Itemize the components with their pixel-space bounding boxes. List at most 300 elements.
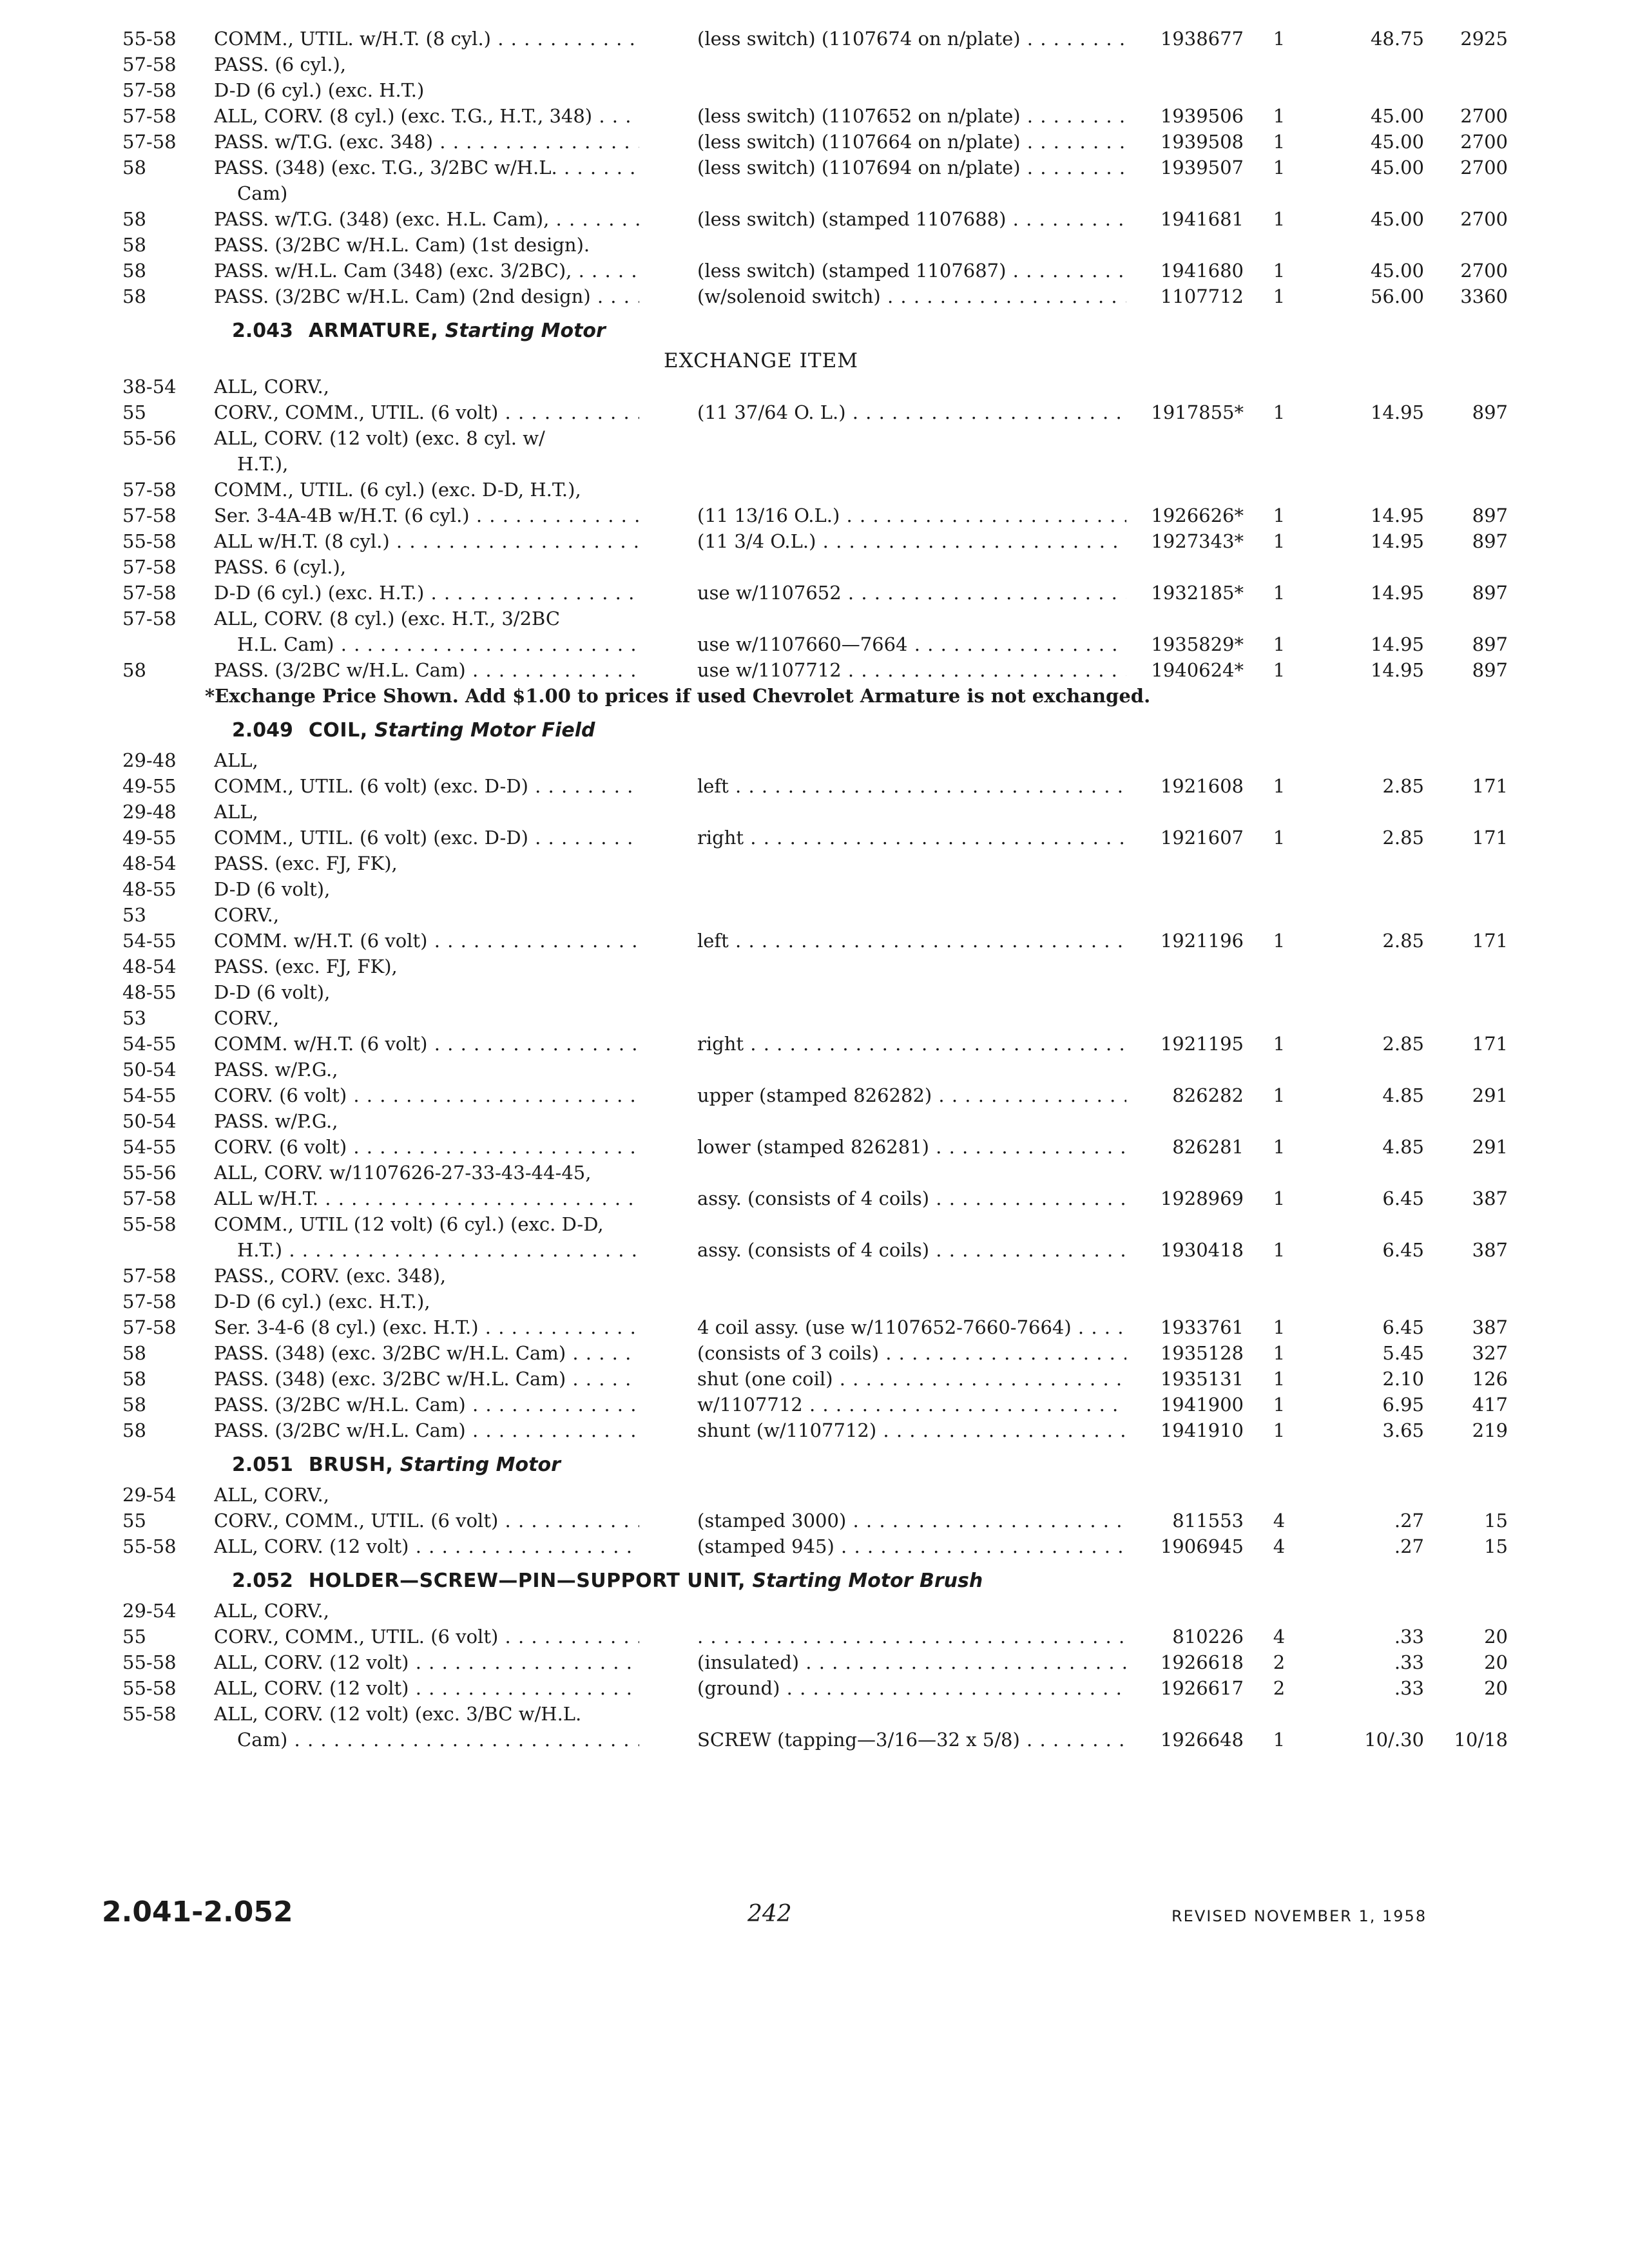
part-number: 1938677 bbox=[1160, 28, 1244, 50]
page-number: 242 bbox=[747, 1901, 792, 1927]
table-row bbox=[0, 451, 1629, 477]
section-heading bbox=[232, 1568, 983, 1594]
part-number: 1921607 bbox=[1160, 827, 1244, 849]
year-range: 29-54 bbox=[122, 1484, 177, 1506]
description: lower (stamped 826281) . . . bbox=[697, 1134, 1126, 1160]
year-range: 57-58 bbox=[122, 1265, 177, 1287]
year-range: 55-56 bbox=[122, 1162, 177, 1184]
application: ALL, CORV., bbox=[214, 1600, 329, 1622]
application: PASS. w/P.G., bbox=[214, 1059, 338, 1081]
year-range: 50-54 bbox=[122, 1059, 177, 1081]
part-number: 1926617 bbox=[1160, 1677, 1244, 1699]
list-code: 2700 bbox=[1460, 157, 1508, 178]
price: 6.45 bbox=[1382, 1187, 1424, 1209]
table-row bbox=[0, 773, 1629, 799]
price: 2.85 bbox=[1382, 827, 1424, 849]
year-range: 55-58 bbox=[122, 28, 177, 50]
year-range: 29-48 bbox=[122, 749, 177, 771]
list-code: 897 bbox=[1472, 530, 1508, 552]
application: ALL w/H.T. (8 cyl.) . . . bbox=[214, 528, 639, 554]
list-code: 15 bbox=[1484, 1535, 1508, 1557]
part-number: 1930418 bbox=[1160, 1239, 1244, 1261]
price: .33 bbox=[1394, 1677, 1424, 1699]
year-range: 57-58 bbox=[122, 1291, 177, 1312]
application: D-D (6 volt), bbox=[214, 981, 331, 1003]
table-row bbox=[0, 180, 1629, 206]
section-number: 2.049 bbox=[232, 719, 293, 742]
application: H.L. Cam) . . . bbox=[237, 631, 639, 657]
quantity: 1 bbox=[1273, 28, 1286, 50]
price: 6.45 bbox=[1382, 1239, 1424, 1261]
table-row bbox=[0, 954, 1629, 979]
price: 14.95 bbox=[1370, 401, 1424, 423]
application: ALL, bbox=[214, 749, 258, 771]
year-range: 54-55 bbox=[122, 1136, 177, 1158]
part-number: 1906945 bbox=[1160, 1535, 1244, 1557]
year-range: 57-58 bbox=[122, 1187, 177, 1209]
part-number: 826282 bbox=[1172, 1084, 1244, 1106]
year-range: 57-58 bbox=[122, 556, 177, 578]
quantity: 1 bbox=[1273, 1342, 1286, 1364]
application: PASS. (3/2BC w/H.L. Cam) (1st design). bbox=[214, 234, 590, 256]
application: CORV., COMM., UTIL. (6 volt) . . . bbox=[214, 399, 639, 425]
table-row bbox=[0, 799, 1629, 825]
price: 4.85 bbox=[1382, 1084, 1424, 1106]
application: PASS. (348) (exc. T.G., 3/2BC w/H.L. . . . bbox=[214, 155, 639, 180]
price: .27 bbox=[1394, 1535, 1424, 1557]
table-row bbox=[0, 1418, 1629, 1443]
application: ALL, CORV. (8 cyl.) (exc. T.G., H.T., 348) . . . bbox=[214, 103, 639, 129]
application: COMM. w/H.T. (6 volt) . . . bbox=[214, 1031, 639, 1057]
table-row bbox=[0, 825, 1629, 850]
section-subtitle: Starting Motor Brush bbox=[752, 1570, 983, 1592]
year-range: 58 bbox=[122, 1368, 146, 1390]
application: PASS. (6 cyl.), bbox=[214, 53, 347, 75]
section-heading bbox=[232, 718, 595, 744]
application: ALL, CORV. (12 volt) . . . bbox=[214, 1675, 639, 1701]
section-name: COIL, bbox=[308, 719, 368, 742]
quantity: 1 bbox=[1273, 633, 1286, 655]
table-row bbox=[0, 503, 1629, 528]
list-code: 171 bbox=[1472, 775, 1508, 797]
table-row bbox=[0, 1186, 1629, 1211]
price: .33 bbox=[1394, 1626, 1424, 1648]
table-row bbox=[0, 850, 1629, 876]
description bbox=[697, 1624, 1126, 1649]
table-row bbox=[0, 1701, 1629, 1727]
application: COMM. w/H.T. (6 volt) . . . bbox=[214, 928, 639, 954]
list-code: 291 bbox=[1472, 1136, 1508, 1158]
year-range: 55-58 bbox=[122, 1535, 177, 1557]
table-row bbox=[0, 1340, 1629, 1366]
year-range: 38-54 bbox=[122, 376, 177, 398]
list-code: 897 bbox=[1472, 582, 1508, 604]
price: 14.95 bbox=[1370, 659, 1424, 681]
section-number: 2.051 bbox=[232, 1454, 293, 1476]
application: CORV., bbox=[214, 904, 280, 926]
part-number: 1921195 bbox=[1160, 1033, 1244, 1055]
table-row bbox=[0, 129, 1629, 155]
section-name: HOLDER—SCREW—PIN—SUPPORT UNIT, bbox=[308, 1570, 746, 1592]
price: 45.00 bbox=[1370, 260, 1424, 282]
table-row bbox=[0, 1392, 1629, 1418]
price: 56.00 bbox=[1370, 285, 1424, 307]
description: use w/1107712 . . . bbox=[697, 657, 1126, 683]
price: 6.95 bbox=[1382, 1394, 1424, 1416]
year-range: 54-55 bbox=[122, 1033, 177, 1055]
application: ALL, CORV. (12 volt) . . . bbox=[214, 1533, 639, 1559]
part-number: 1933761 bbox=[1160, 1316, 1244, 1338]
list-code: 2925 bbox=[1460, 28, 1508, 50]
table-row bbox=[0, 1727, 1629, 1753]
year-range: 55 bbox=[122, 401, 146, 423]
description: (11 3/4 O.L.) . . . bbox=[697, 528, 1126, 554]
year-range: 58 bbox=[122, 1394, 146, 1416]
application: CORV., COMM., UTIL. (6 volt) . . . bbox=[214, 1624, 639, 1649]
year-range: 53 bbox=[122, 904, 146, 926]
list-code: 10/18 bbox=[1454, 1729, 1508, 1751]
description: (less switch) (1107664 on n/plate) . . . bbox=[697, 129, 1126, 155]
table-row bbox=[0, 258, 1629, 284]
price: 2.85 bbox=[1382, 1033, 1424, 1055]
list-code: 171 bbox=[1472, 930, 1508, 952]
application: Cam) bbox=[237, 182, 288, 204]
year-range: 29-54 bbox=[122, 1600, 177, 1622]
year-range: 55-58 bbox=[122, 1703, 177, 1725]
application: COMM., UTIL. w/H.T. (8 cyl.) . . . bbox=[214, 26, 639, 52]
description: (stamped 945) . . . bbox=[697, 1533, 1126, 1559]
part-number: 1932185* bbox=[1151, 582, 1244, 604]
quantity: 1 bbox=[1273, 1316, 1286, 1338]
year-range: 48-55 bbox=[122, 981, 177, 1003]
application: Cam) . . . bbox=[237, 1727, 639, 1753]
year-range: 55-58 bbox=[122, 1651, 177, 1673]
application: PASS. w/H.L. Cam (348) (exc. 3/2BC), . . . bbox=[214, 258, 639, 284]
description: assy. (consists of 4 coils) . . . bbox=[697, 1237, 1126, 1263]
quantity: 1 bbox=[1273, 157, 1286, 178]
year-range: 58 bbox=[122, 157, 146, 178]
part-number: 1926626* bbox=[1151, 505, 1244, 526]
application: Ser. 3-4A-4B w/H.T. (6 cyl.) . . . bbox=[214, 503, 639, 528]
quantity: 1 bbox=[1273, 1368, 1286, 1390]
application: ALL, CORV. w/1107626-27-33-43-44-45, bbox=[214, 1162, 592, 1184]
list-code: 219 bbox=[1472, 1419, 1508, 1441]
list-code: 20 bbox=[1484, 1626, 1508, 1648]
table-row bbox=[0, 979, 1629, 1005]
table-row bbox=[0, 1533, 1629, 1559]
quantity: 1 bbox=[1273, 1084, 1286, 1106]
year-range: 53 bbox=[122, 1007, 146, 1029]
application: D-D (6 cyl.) (exc. H.T.) bbox=[214, 79, 425, 101]
table-row bbox=[0, 1598, 1629, 1624]
application: COMM., UTIL (12 volt) (6 cyl.) (exc. D-D, bbox=[214, 1213, 604, 1235]
quantity: 1 bbox=[1273, 105, 1286, 127]
table-row bbox=[0, 284, 1629, 309]
table-row bbox=[0, 1134, 1629, 1160]
application: Ser. 3-4-6 (8 cyl.) (exc. H.T.) . . . bbox=[214, 1314, 639, 1340]
year-range: 55-58 bbox=[122, 530, 177, 552]
price: .27 bbox=[1394, 1510, 1424, 1532]
description: w/1107712 . . . bbox=[697, 1392, 1126, 1418]
list-code: 171 bbox=[1472, 827, 1508, 849]
quantity: 1 bbox=[1273, 1419, 1286, 1441]
table-row bbox=[0, 399, 1629, 425]
part-number: 1939507 bbox=[1160, 157, 1244, 178]
list-code: 126 bbox=[1472, 1368, 1508, 1390]
table-row bbox=[0, 1160, 1629, 1186]
quantity: 1 bbox=[1273, 1136, 1286, 1158]
year-range: 55 bbox=[122, 1626, 146, 1648]
year-range: 58 bbox=[122, 1342, 146, 1364]
part-number: 811553 bbox=[1172, 1510, 1244, 1532]
application: H.T.), bbox=[237, 453, 289, 475]
price: 6.45 bbox=[1382, 1316, 1424, 1338]
price: 45.00 bbox=[1370, 131, 1424, 153]
year-range: 57-58 bbox=[122, 608, 177, 629]
year-range: 57-58 bbox=[122, 582, 177, 604]
part-number: 1940624* bbox=[1151, 659, 1244, 681]
application: PASS., CORV. (exc. 348), bbox=[214, 1265, 447, 1287]
price: 4.85 bbox=[1382, 1136, 1424, 1158]
table-row bbox=[0, 1108, 1629, 1134]
revision-date: REVISED NOVEMBER 1, 1958 bbox=[1171, 1907, 1427, 1925]
year-range: 57-58 bbox=[122, 105, 177, 127]
table-row bbox=[0, 1263, 1629, 1289]
list-code: 2700 bbox=[1460, 260, 1508, 282]
list-code: 2700 bbox=[1460, 131, 1508, 153]
description: SCREW (tapping—3/16—32 x 5/8) . . . bbox=[697, 1727, 1126, 1753]
year-range: 29-48 bbox=[122, 801, 177, 823]
table-row bbox=[0, 26, 1629, 52]
list-code: 15 bbox=[1484, 1510, 1508, 1532]
description: assy. (consists of 4 coils) . . . bbox=[697, 1186, 1126, 1211]
table-row bbox=[0, 1366, 1629, 1392]
quantity: 1 bbox=[1273, 1239, 1286, 1261]
application: ALL, CORV. (12 volt) (exc. 8 cyl. w/ bbox=[214, 427, 545, 449]
quantity: 2 bbox=[1273, 1651, 1286, 1673]
section-range: 2.041-2.052 bbox=[102, 1896, 293, 1928]
list-code: 2700 bbox=[1460, 105, 1508, 127]
price: 45.00 bbox=[1370, 208, 1424, 230]
table-row bbox=[0, 928, 1629, 954]
year-range: 50-54 bbox=[122, 1110, 177, 1132]
year-range: 55-58 bbox=[122, 1213, 177, 1235]
year-range: 48-54 bbox=[122, 852, 177, 874]
part-number: 1917855* bbox=[1151, 401, 1244, 423]
part-number: 1921608 bbox=[1160, 775, 1244, 797]
year-range: 58 bbox=[122, 1419, 146, 1441]
price: 14.95 bbox=[1370, 505, 1424, 526]
quantity: 1 bbox=[1273, 131, 1286, 153]
application: PASS. (3/2BC w/H.L. Cam) (2nd design) . . . bbox=[214, 284, 639, 309]
table-row bbox=[0, 876, 1629, 902]
table-row bbox=[0, 580, 1629, 606]
part-number: 1941680 bbox=[1160, 260, 1244, 282]
description: (w/solenoid switch) . . . bbox=[697, 284, 1126, 309]
list-code: 20 bbox=[1484, 1651, 1508, 1673]
description: (less switch) (1107694 on n/plate) . . . bbox=[697, 155, 1126, 180]
application: H.T.) . . . bbox=[237, 1237, 639, 1263]
table-row bbox=[0, 1237, 1629, 1263]
description: (less switch) (stamped 1107688) . . . bbox=[697, 206, 1126, 232]
year-range: 48-54 bbox=[122, 956, 177, 977]
quantity: 1 bbox=[1273, 401, 1286, 423]
year-range: 58 bbox=[122, 260, 146, 282]
part-number: 810226 bbox=[1172, 1626, 1244, 1648]
quantity: 2 bbox=[1273, 1677, 1286, 1699]
table-row bbox=[0, 1649, 1629, 1675]
table-row bbox=[0, 1508, 1629, 1533]
list-code: 2700 bbox=[1460, 208, 1508, 230]
price: 45.00 bbox=[1370, 157, 1424, 178]
description: left . . . bbox=[697, 928, 1126, 954]
application: ALL, CORV., bbox=[214, 376, 329, 398]
part-number: 1926618 bbox=[1160, 1651, 1244, 1673]
part-number: 826281 bbox=[1172, 1136, 1244, 1158]
list-code: 291 bbox=[1472, 1084, 1508, 1106]
table-row bbox=[0, 1057, 1629, 1082]
application: PASS. (3/2BC w/H.L. Cam) . . . bbox=[214, 1418, 639, 1443]
application: ALL, bbox=[214, 801, 258, 823]
exchange-note: EXCHANGE ITEM bbox=[664, 349, 858, 372]
application: PASS. (exc. FJ, FK), bbox=[214, 852, 398, 874]
table-row bbox=[0, 1675, 1629, 1701]
quantity: 1 bbox=[1273, 285, 1286, 307]
application: COMM., UTIL. (6 volt) (exc. D-D) . . . bbox=[214, 825, 639, 850]
price: 14.95 bbox=[1370, 582, 1424, 604]
application: PASS. 6 (cyl.), bbox=[214, 556, 347, 578]
quantity: 1 bbox=[1273, 659, 1286, 681]
year-range: 54-55 bbox=[122, 930, 177, 952]
section-heading bbox=[232, 1452, 561, 1478]
description: 4 coil assy. (use w/1107652-7660-7664) . . . bbox=[697, 1314, 1126, 1340]
quantity: 1 bbox=[1273, 505, 1286, 526]
year-range: 55-58 bbox=[122, 1677, 177, 1699]
table-row bbox=[0, 52, 1629, 77]
section-number: 2.052 bbox=[232, 1570, 293, 1592]
quantity: 1 bbox=[1273, 775, 1286, 797]
description: shunt (w/1107712) . . . bbox=[697, 1418, 1126, 1443]
application: PASS. (3/2BC w/H.L. Cam) . . . bbox=[214, 1392, 639, 1418]
quantity: 1 bbox=[1273, 1394, 1286, 1416]
application: ALL, CORV. (12 volt) (exc. 3/BC w/H.L. bbox=[214, 1703, 582, 1725]
table-row bbox=[0, 1005, 1629, 1031]
description: (insulated) . . . bbox=[697, 1649, 1126, 1675]
description: (less switch) (1107652 on n/plate) . . . bbox=[697, 103, 1126, 129]
application: ALL, CORV., bbox=[214, 1484, 329, 1506]
table-row bbox=[0, 1082, 1629, 1108]
list-code: 387 bbox=[1472, 1187, 1508, 1209]
table-row bbox=[0, 1031, 1629, 1057]
part-number: 1928969 bbox=[1160, 1187, 1244, 1209]
year-range: 55-56 bbox=[122, 427, 177, 449]
section-name: BRUSH, bbox=[308, 1454, 394, 1476]
application: CORV. (6 volt) . . . bbox=[214, 1134, 639, 1160]
list-code: 417 bbox=[1472, 1394, 1508, 1416]
table-row bbox=[0, 1482, 1629, 1508]
application: D-D (6 volt), bbox=[214, 878, 331, 900]
price: 10/.30 bbox=[1364, 1729, 1424, 1751]
table-row bbox=[0, 477, 1629, 503]
section-name: ARMATURE, bbox=[308, 320, 439, 342]
description: (11 37/64 O. L.) . . . bbox=[697, 399, 1126, 425]
quantity: 4 bbox=[1273, 1535, 1286, 1557]
description: use w/1107652 . . . bbox=[697, 580, 1126, 606]
list-code: 897 bbox=[1472, 505, 1508, 526]
table-row bbox=[0, 1624, 1629, 1649]
table-row bbox=[0, 374, 1629, 399]
quantity: 1 bbox=[1273, 1729, 1286, 1751]
part-number: 1927343* bbox=[1151, 530, 1244, 552]
table-row bbox=[0, 1289, 1629, 1314]
quantity: 1 bbox=[1273, 1187, 1286, 1209]
part-number: 1939508 bbox=[1160, 131, 1244, 153]
year-range: 58 bbox=[122, 208, 146, 230]
table-row bbox=[0, 747, 1629, 773]
description: (less switch) (stamped 1107687) . . . bbox=[697, 258, 1126, 284]
part-number: 1921196 bbox=[1160, 930, 1244, 952]
application: CORV. (6 volt) . . . bbox=[214, 1082, 639, 1108]
application: PASS. w/T.G. (348) (exc. H.L. Cam), . . . bbox=[214, 206, 639, 232]
section-subtitle: Starting Motor bbox=[400, 1454, 561, 1476]
application: CORV., bbox=[214, 1007, 280, 1029]
table-row bbox=[0, 606, 1629, 631]
table-row bbox=[0, 232, 1629, 258]
description: (stamped 3000) . . . bbox=[697, 1508, 1126, 1533]
quantity: 1 bbox=[1273, 208, 1286, 230]
price: 14.95 bbox=[1370, 530, 1424, 552]
part-number: 1935131 bbox=[1160, 1368, 1244, 1390]
year-range: 58 bbox=[122, 234, 146, 256]
application: D-D (6 cyl.) (exc. H.T.) . . . bbox=[214, 580, 639, 606]
price: 45.00 bbox=[1370, 105, 1424, 127]
description: left . . . bbox=[697, 773, 1126, 799]
list-code: 897 bbox=[1472, 633, 1508, 655]
quantity: 1 bbox=[1273, 827, 1286, 849]
table-row bbox=[0, 528, 1629, 554]
application: ALL w/H.T. . . . bbox=[214, 1186, 639, 1211]
part-number: 1935829* bbox=[1151, 633, 1244, 655]
year-range: 57-58 bbox=[122, 479, 177, 501]
description: use w/1107660—7664 . . . bbox=[697, 631, 1126, 657]
table-row bbox=[0, 554, 1629, 580]
year-range: 57-58 bbox=[122, 1316, 177, 1338]
table-row bbox=[0, 657, 1629, 683]
description: (consists of 3 coils) . . . bbox=[697, 1340, 1126, 1366]
application: CORV., COMM., UTIL. (6 volt) . . . bbox=[214, 1508, 639, 1533]
list-code: 897 bbox=[1472, 401, 1508, 423]
section-number: 2.043 bbox=[232, 320, 293, 342]
quantity: 4 bbox=[1273, 1626, 1286, 1648]
description: upper (stamped 826282) . . . bbox=[697, 1082, 1126, 1108]
price: 2.85 bbox=[1382, 930, 1424, 952]
part-number: 1935128 bbox=[1160, 1342, 1244, 1364]
description: shut (one coil) . . . bbox=[697, 1366, 1126, 1392]
quantity: 1 bbox=[1273, 260, 1286, 282]
description: (ground) . . . bbox=[697, 1675, 1126, 1701]
year-range: 58 bbox=[122, 659, 146, 681]
price: 2.85 bbox=[1382, 775, 1424, 797]
year-range: 49-55 bbox=[122, 827, 177, 849]
table-row bbox=[0, 1211, 1629, 1237]
application: PASS. (348) (exc. 3/2BC w/H.L. Cam) . . . bbox=[214, 1340, 639, 1366]
application: COMM., UTIL. (6 cyl.) (exc. D-D, H.T.), bbox=[214, 479, 581, 501]
quantity: 1 bbox=[1273, 1033, 1286, 1055]
quantity: 4 bbox=[1273, 1510, 1286, 1532]
year-range: 57-58 bbox=[122, 79, 177, 101]
price: .33 bbox=[1394, 1651, 1424, 1673]
description: right . . . bbox=[697, 1031, 1126, 1057]
